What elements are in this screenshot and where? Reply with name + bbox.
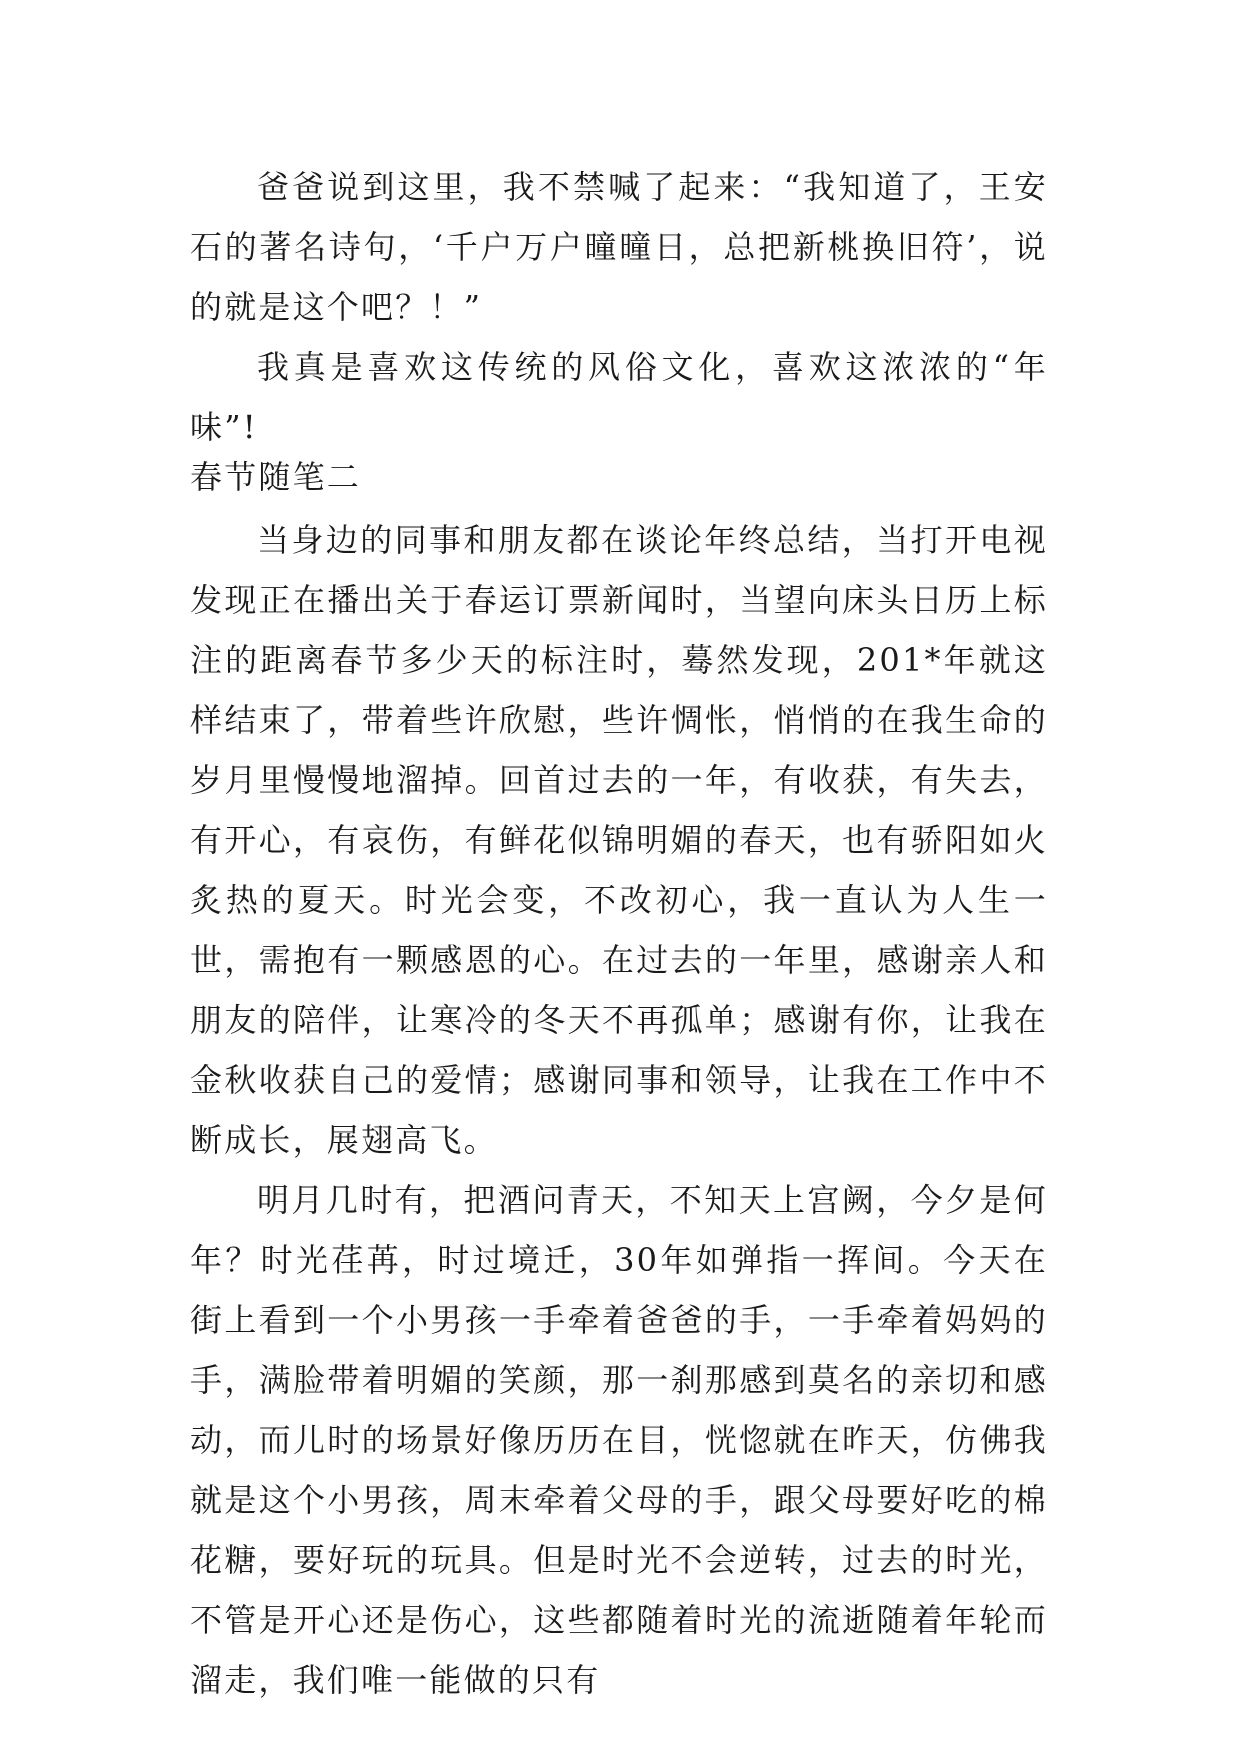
paragraph: 我真是喜欢这传统的风俗文化，喜欢这浓浓的“年味”!	[190, 348, 1048, 446]
section-one	[190, 157, 1048, 457]
paragraph: 明月几时有，把酒问青天，不知天上宫阙，今夕是何年？时光荏苒，时过境迁，30年如弹指一挥间。今天在街上看到一个小男孩一手牵着爸爸的手，一手牵着妈妈的手，满脸带着明媚的笑颜，那一刹那感到莫名的亲切和感动，而儿时的场景好像历历在目，恍惚就在昨天，仿佛我就是这个小男孩，周末牵着父母的手，跟父母要好吃的棉花糖，要好玩的玩具。但是时光不会逆转，过去的时光，不管是开心还是伤心，这些都随着时光的流逝随着年轮而溜走，我们唯一能做的只有	[190, 1181, 1048, 1699]
paragraph: 爸爸说到这里，我不禁喊了起来：“我知道了，王安石的著名诗句，‘千户万户曈曈日，总把新桃换旧符’，说的就是这个吧？！”	[190, 168, 1048, 326]
section-heading: 春节随笔二	[190, 458, 362, 496]
section-two	[190, 447, 1048, 1710]
paragraph: 当身边的同事和朋友都在谈论年终总结，当打开电视发现正在播出关于春运订票新闻时，当望向床头日历上标注的距离春节多少天的标注时，蓦然发现，201*年就这样结束了，带着些许欣慰，些许惆怅，悄悄的在我生命的岁月里慢慢地溜掉。回首过去的一年，有收获，有失去，有开心，有哀伤，有鲜花似锦明媚的春天，也有骄阳如火炙热的夏天。时光会变，不改初心，我一直认为人生一世，需抱有一颗感恩的心。在过去的一年里，感谢亲人和朋友的陪伴，让寒冷的冬天不再孤单；感谢有你，让我在金秋收获自己的爱情；感谢同事和领导，让我在工作中不断成长，展翅高飞。	[190, 521, 1048, 1159]
